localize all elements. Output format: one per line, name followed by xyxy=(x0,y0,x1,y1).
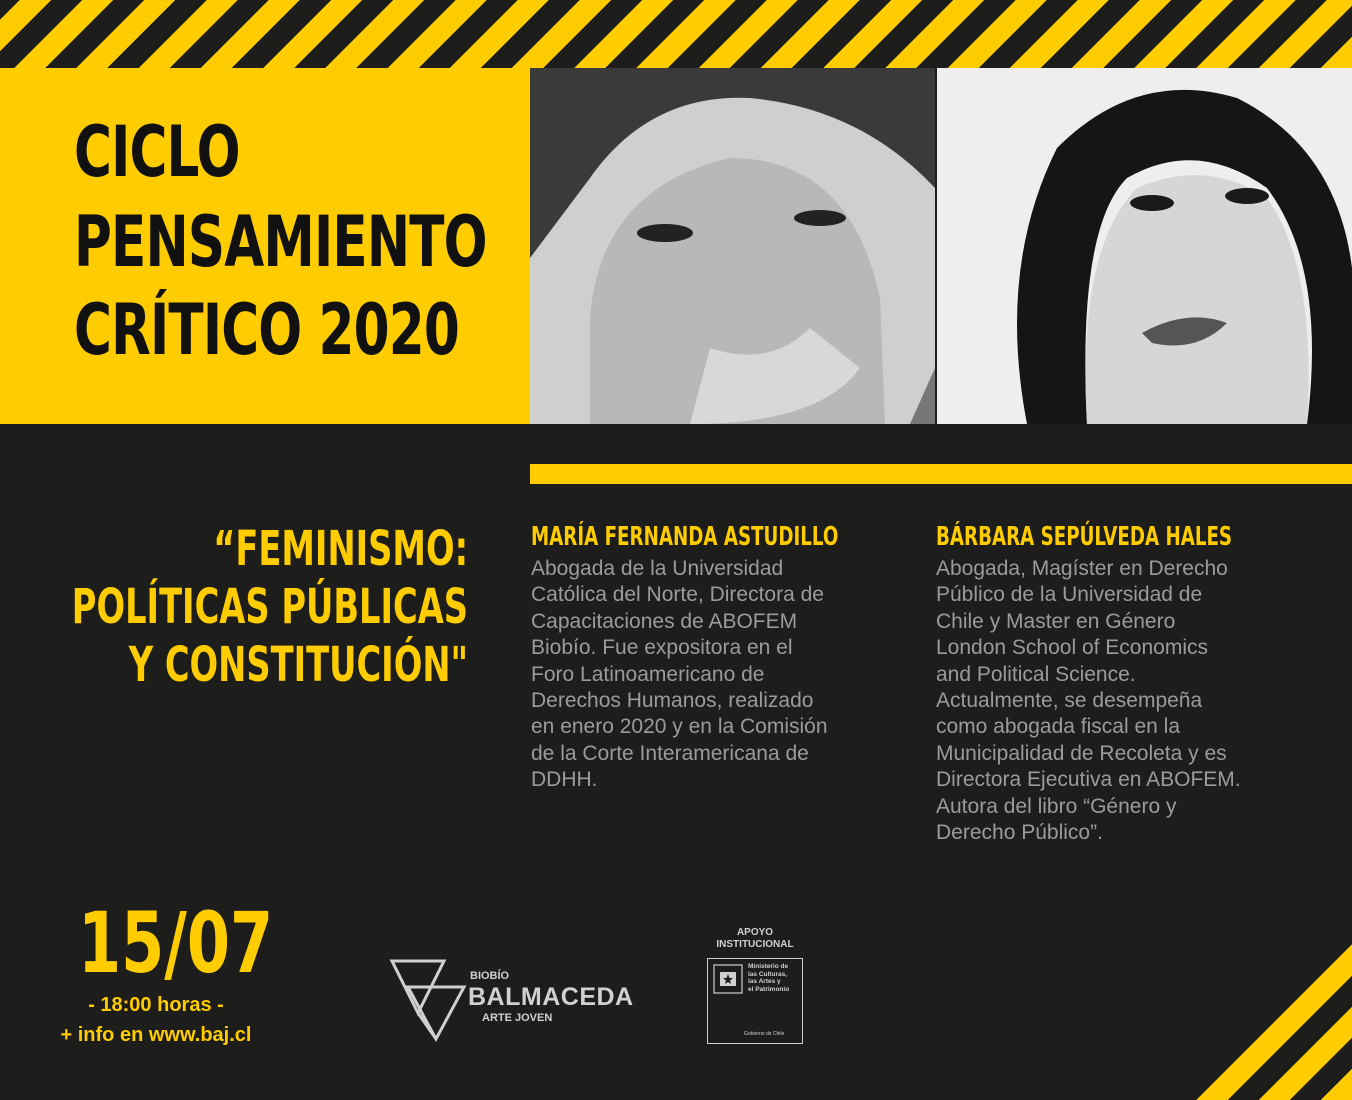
ministry-line-3: las Artes y xyxy=(748,978,781,985)
bio-line: Actualmente, se desempeña xyxy=(936,689,1203,713)
ministry-line-4: el Patrimonio xyxy=(748,985,790,993)
title-line-2: PENSAMIENTO xyxy=(74,201,487,283)
bio-line: Abogada de la Universidad xyxy=(531,557,784,580)
bio-line: Chile y Master en Género xyxy=(936,609,1176,633)
bio-line: Derechos Humanos, realizado xyxy=(531,689,814,713)
bio-line: Público de la Universidad de xyxy=(936,583,1203,607)
bio-line: Derecho Público”. xyxy=(936,821,1103,845)
bio-line: and Political Science. xyxy=(936,662,1136,686)
bio-line: Católica del Norte, Directora de xyxy=(531,583,824,607)
bio-line: Abogada, Magíster en Derecho xyxy=(936,557,1228,580)
event-time: - 18:00 horas - xyxy=(88,994,224,1016)
title-block xyxy=(0,68,530,424)
chile-coat-of-arms-icon xyxy=(712,963,744,995)
speaker-1-bio xyxy=(531,556,828,794)
talk-title xyxy=(72,520,468,694)
bio-line: Biobío. Fue expositora en el xyxy=(531,636,793,660)
title-line-1: CICLO xyxy=(74,111,240,193)
bio-line: de la Corte Interamericana de xyxy=(531,741,809,765)
bio-line: en enero 2020 y en la Comisión xyxy=(531,715,828,739)
apoyo-institucional-label xyxy=(700,927,810,951)
bottom-right-hazard-stripes xyxy=(1190,920,1352,1100)
apoyo-line-1: APOYO xyxy=(736,927,774,938)
bio-line: Municipalidad de Recoleta y es xyxy=(936,741,1227,765)
balmaceda-logo-icon xyxy=(388,955,478,1045)
speaker-2-bio xyxy=(936,556,1241,846)
speaker-photo-1 xyxy=(530,68,935,424)
title-line-3: CRÍTICO 2020 xyxy=(74,289,459,371)
apoyo-line-2: INSTITUCIONAL xyxy=(716,939,794,950)
event-date: 15/07 xyxy=(78,894,274,992)
yellow-divider-bar xyxy=(530,464,1352,484)
speaker-photo-2 xyxy=(937,68,1352,424)
top-hazard-stripes xyxy=(0,0,1352,68)
bio-line: DDHH. xyxy=(531,768,598,792)
speaker-2-name: BÁRBARA SEPÚLVEDA HALES xyxy=(936,522,1233,552)
portrait-1-illustration xyxy=(530,68,935,424)
ministry-name xyxy=(748,963,800,993)
portrait-2-illustration xyxy=(937,68,1352,424)
bio-line: como abogada fiscal en la xyxy=(936,715,1180,739)
balmaceda-name: BALMACEDA xyxy=(468,983,634,1011)
talk-title-line-2: POLÍTICAS PÚBLICAS xyxy=(71,579,468,635)
talk-title-line-1: “FEMINISMO: xyxy=(213,521,468,577)
speaker-1-name: MARÍA FERNANDA ASTUDILLO xyxy=(531,522,839,552)
balmaceda-region: BIOBÍO xyxy=(470,970,510,982)
ministry-line-2: las Culturas, xyxy=(748,970,788,978)
talk-title-line-3: Y CONSTITUCIÓN" xyxy=(128,637,468,693)
bio-line: London School of Economics xyxy=(936,636,1209,660)
balmaceda-subtitle: ARTE JOVEN xyxy=(482,1012,553,1024)
bio-line: Capacitaciones de ABOFEM xyxy=(531,609,798,633)
bio-line: Autora del libro “Género y xyxy=(936,794,1177,818)
bio-line: Directora Ejecutiva en ABOFEM. xyxy=(936,768,1241,792)
ministry-line-1: Ministerio de xyxy=(748,963,789,970)
ministry-logo xyxy=(707,958,803,1044)
event-info-link[interactable]: + info en www.baj.cl xyxy=(60,1024,252,1046)
gobierno-label: Gobierno de Chile xyxy=(744,1031,785,1037)
bio-line: Foro Latinoamericano de xyxy=(531,662,765,686)
